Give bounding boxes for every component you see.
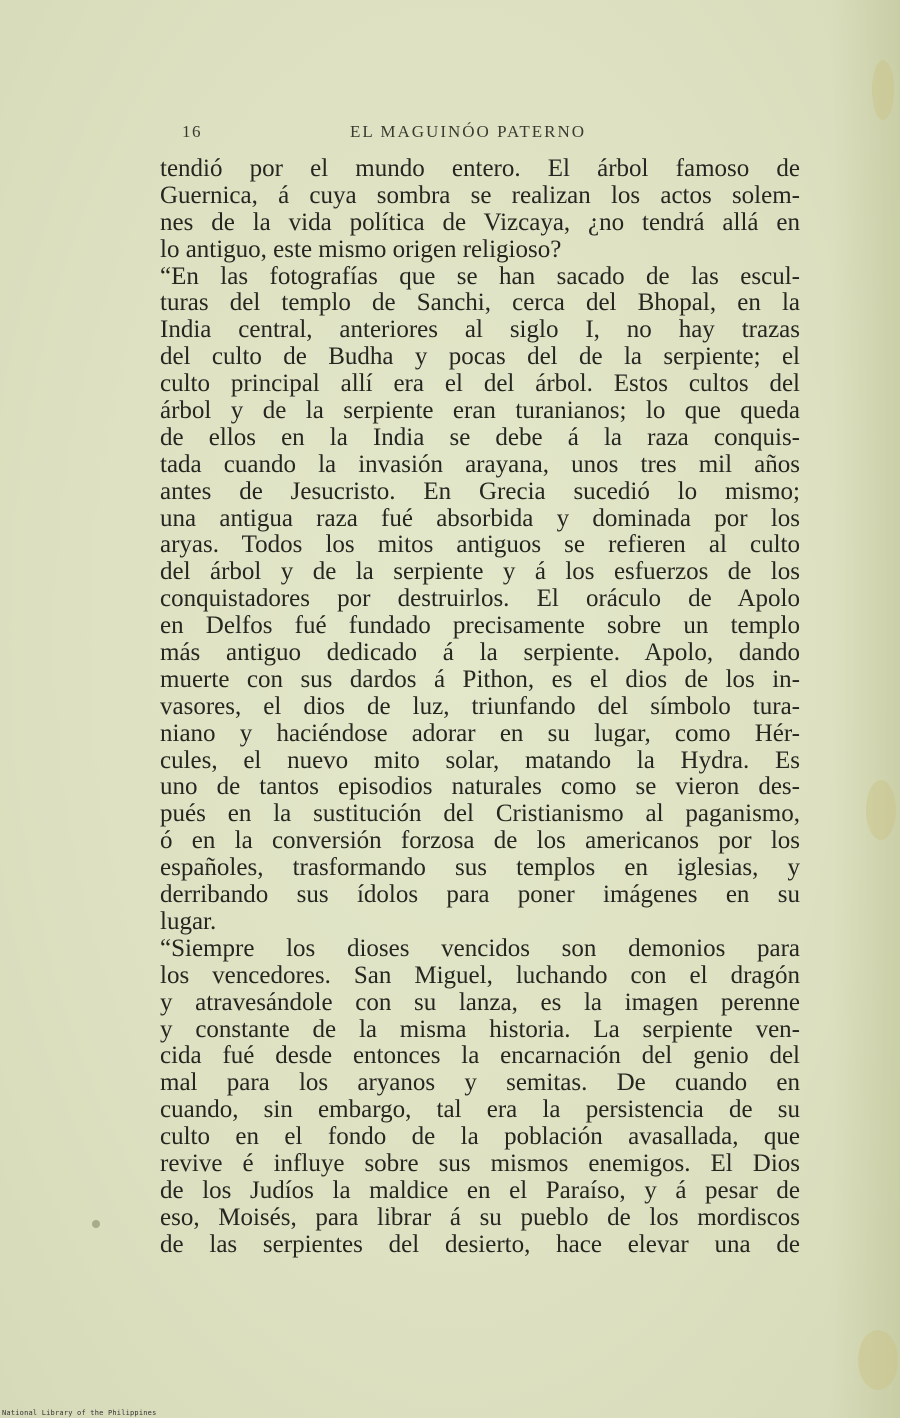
text-line: nes de la vida política de Vizcaya, ¿no tendrá allá en bbox=[160, 208, 800, 236]
text-line: una antigua raza fué absorbida y dominada por los bbox=[160, 504, 800, 532]
text-line: del culto de Budha y pocas del de la serpiente; el bbox=[160, 343, 800, 371]
text-line: turas del templo de Sanchi, cerca del Bhopal, en la bbox=[160, 289, 800, 317]
text-line: ó en la conversión forzosa de los americanos por los bbox=[160, 827, 800, 855]
text-line: españoles, trasformando sus templos en iglesias, y bbox=[160, 854, 800, 882]
text-line: muerte con sus dardos á Pithon, es el dios de los in- bbox=[160, 665, 800, 693]
text-line: culto principal allí era el del árbol. Estos cultos del bbox=[160, 370, 800, 398]
text-line: Guernica, á cuya sombra se realizan los actos solem- bbox=[160, 181, 800, 209]
text-line: “En las fotografías que se han sacado de las escul- bbox=[160, 262, 800, 290]
text-line: mal para los aryanos y semitas. De cuando en bbox=[160, 1069, 800, 1097]
text-line: lugar. bbox=[160, 907, 217, 935]
text-line: cida fué desde entonces la encarnación del genio del bbox=[160, 1042, 800, 1070]
text-line: pués en la sustitución del Cristianismo al paganismo, bbox=[160, 800, 800, 828]
text-line: cules, el nuevo mito solar, matando la Hydra. Es bbox=[160, 746, 800, 774]
text-line: “Siempre los dioses vencidos son demonios para bbox=[160, 934, 800, 962]
paper-stain bbox=[866, 780, 896, 840]
paper-stain bbox=[872, 60, 894, 120]
library-credit: National Library of the Philippines bbox=[2, 1409, 157, 1417]
text-line: y constante de la misma historia. La serpiente ven- bbox=[160, 1015, 800, 1043]
text-line: tada cuando la invasión arayana, unos tres mil años bbox=[160, 450, 800, 478]
text-line: los vencedores. San Miguel, luchando con el dragón bbox=[160, 961, 800, 989]
text-line: antes de Jesucristo. En Grecia sucedió lo mismo; bbox=[160, 477, 800, 505]
text-line: conquistadores por destruirlos. El oráculo de Apolo bbox=[160, 585, 800, 613]
text-line: en Delfos fué fundado precisamente sobre un templo bbox=[160, 612, 800, 640]
text-line: India central, anteriores al siglo I, no hay trazas bbox=[160, 316, 800, 344]
text-line: tendió por el mundo entero. El árbol famoso de bbox=[160, 155, 800, 182]
text-line: y atravesándole con su lanza, es la imagen perenne bbox=[160, 988, 800, 1016]
text-line: vasores, el dios de luz, triunfando del símbolo tura- bbox=[160, 692, 800, 720]
body-text bbox=[160, 156, 800, 1259]
page-edge-shading bbox=[830, 0, 900, 1418]
running-header bbox=[182, 122, 802, 146]
text-line: revive é influye sobre sus mismos enemigos. El Dios bbox=[160, 1149, 800, 1177]
text-line: lo antiguo, este mismo origen religioso? bbox=[160, 235, 562, 263]
text-line: árbol y de la serpiente eran turanianos; lo que queda bbox=[160, 397, 800, 425]
text-line: de ellos en la India se debe á la raza conquis- bbox=[160, 423, 800, 451]
text-line: más antiguo dedicado á la serpiente. Apolo, dando bbox=[160, 639, 800, 667]
text-line: de los Judíos la maldice en el Paraíso, y á pesar de bbox=[160, 1176, 800, 1204]
text-line: culto en el fondo de la población avasallada, que bbox=[160, 1123, 800, 1151]
page-number: 16 bbox=[182, 122, 202, 141]
text-line: del árbol y de la serpiente y á los esfuerzos de los bbox=[160, 558, 800, 586]
text-line: uno de tantos episodios naturales como se vieron des- bbox=[160, 773, 800, 801]
text-line: de las serpientes del desierto, hace elevar una de bbox=[160, 1230, 800, 1258]
running-title: EL MAGUINÓO PATERNO bbox=[350, 122, 587, 141]
text-line: cuando, sin embargo, tal era la persistencia de su bbox=[160, 1096, 800, 1124]
paper-stain bbox=[858, 1330, 898, 1390]
paper-stain bbox=[92, 1220, 100, 1228]
text-line: derribando sus ídolos para poner imágenes en su bbox=[160, 881, 800, 909]
text-line: niano y haciéndose adorar en su lugar, como Hér- bbox=[160, 719, 800, 747]
text-line: eso, Moisés, para librar á su pueblo de los mordiscos bbox=[160, 1203, 800, 1231]
text-line: aryas. Todos los mitos antiguos se refieren al culto bbox=[160, 531, 800, 559]
